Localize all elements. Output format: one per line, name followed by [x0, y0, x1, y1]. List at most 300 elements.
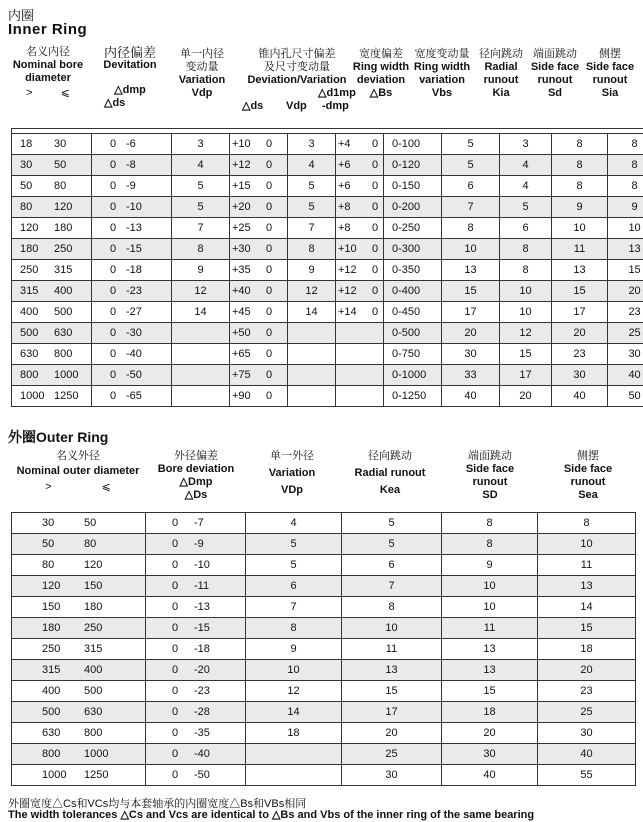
inner-d-min: 18: [20, 138, 33, 150]
outer-d-max: 120: [84, 559, 103, 571]
inner-d1mp-upper: +4: [338, 138, 351, 150]
inner-cell-vbs: 6: [442, 176, 500, 197]
inner-cell-vbs: 5: [442, 134, 500, 155]
outer-table-row: [12, 723, 636, 744]
outer-cell-diameter: [12, 744, 146, 765]
outer-cell-sd: 8: [442, 513, 538, 534]
outer-d-max: 80: [84, 538, 97, 550]
inner-header-radial-cn: 径向跳动: [479, 48, 523, 60]
outer-dev-lower: -7: [194, 517, 204, 529]
outer-d-min: 1000: [42, 769, 67, 781]
inner-cell-diameter: [12, 302, 92, 323]
outer-cell-sea: 30: [538, 723, 636, 744]
inner-cell-kia: 3: [500, 134, 552, 155]
outer-cell-deviation: [146, 660, 246, 681]
outer-dev-upper: 0: [172, 643, 179, 655]
inner-dev-upper: 0: [110, 390, 117, 402]
inner-cell-width-dev: 0-450: [384, 302, 442, 323]
outer-cell-sd: 13: [442, 660, 538, 681]
inner-dev-upper: 0: [110, 159, 117, 171]
outer-cell-diameter: [12, 660, 146, 681]
inner-taper-ds-lower: 0: [266, 138, 273, 150]
inner-cell-taper-ds: [230, 281, 288, 302]
outer-cell-kea: 25: [342, 744, 442, 765]
inner-header-taper-en: Deviation/Variation: [247, 74, 347, 86]
inner-dev-lower: -6: [126, 138, 136, 150]
inner-cell-sia: 25: [608, 323, 643, 344]
outer-cell-sd: 13: [442, 639, 538, 660]
inner-cell-width-dev: 0-100: [384, 134, 442, 155]
inner-cell-diameter: [12, 134, 92, 155]
outer-dev-lower: -13: [194, 601, 210, 613]
outer-dev-upper: 0: [172, 685, 179, 697]
outer-header-side-en1: Side face: [563, 463, 613, 475]
outer-cell-sd: 11: [442, 618, 538, 639]
outer-cell-sd: 10: [442, 576, 538, 597]
inner-cell-deviation: [92, 176, 172, 197]
inner-cell-sia: 10: [608, 218, 643, 239]
outer-table-row: [12, 765, 636, 786]
inner-cell-d1mp: [336, 323, 384, 344]
inner-header-le: ⩽: [60, 87, 70, 99]
inner-d1mp-lower: 0: [372, 243, 379, 255]
inner-header-radial-sym: Kia: [492, 87, 510, 99]
inner-cell-width-dev: 0-1250: [384, 386, 442, 407]
outer-dev-lower: -20: [194, 664, 210, 676]
outer-cell-kea: 7: [342, 576, 442, 597]
inner-taper-ds-lower: 0: [266, 285, 273, 297]
outer-cell-sd: 10: [442, 597, 538, 618]
inner-header-dev-cn: 内径偏差: [103, 45, 156, 60]
inner-cell-taper-vdp: 8: [288, 239, 336, 260]
inner-cell-vdp: [172, 365, 230, 386]
inner-cell-vdp: [172, 386, 230, 407]
outer-cell-vdp: 8: [246, 618, 342, 639]
inner-cell-width-dev: 0-500: [384, 323, 442, 344]
outer-cell-deviation: [146, 765, 246, 786]
inner-cell-sd: 17: [552, 302, 608, 323]
outer-dev-upper: 0: [172, 664, 179, 676]
inner-dev-lower: -23: [126, 285, 142, 297]
outer-cell-kea: 10: [342, 618, 442, 639]
outer-dev-upper: 0: [172, 601, 179, 613]
inner-taper-ds-upper: +65: [232, 348, 251, 360]
inner-cell-sia: 23: [608, 302, 643, 323]
inner-header-var-cn1: 单一内径: [180, 48, 224, 60]
inner-cell-sd: 13: [552, 260, 608, 281]
outer-dev-upper: 0: [172, 559, 179, 571]
inner-cell-width-dev: 0-250: [384, 218, 442, 239]
outer-cell-deviation: [146, 534, 246, 555]
inner-taper-ds-lower: 0: [266, 180, 273, 192]
inner-table-row: [12, 344, 643, 365]
inner-dev-upper: 0: [110, 327, 117, 339]
inner-taper-ds-lower: 0: [266, 159, 273, 171]
inner-d1mp-lower: 0: [372, 180, 379, 192]
outer-cell-kea: 5: [342, 513, 442, 534]
inner-dev-upper: 0: [110, 222, 117, 234]
inner-header-wvar-en2: variation: [419, 74, 465, 86]
inner-taper-ds-upper: +50: [232, 327, 251, 339]
inner-taper-ds-lower: 0: [266, 390, 273, 402]
outer-cell-kea: 20: [342, 723, 442, 744]
inner-cell-taper-vdp: 5: [288, 197, 336, 218]
inner-dev-upper: 0: [110, 285, 117, 297]
outer-d-min: 80: [42, 559, 55, 571]
outer-table-row: [12, 534, 636, 555]
inner-cell-width-dev: 0-350: [384, 260, 442, 281]
outer-d-min: 120: [42, 580, 61, 592]
inner-taper-ds-lower: 0: [266, 243, 273, 255]
inner-cell-vdp: 5: [172, 197, 230, 218]
inner-cell-diameter: [12, 365, 92, 386]
inner-d1mp-upper: +10: [338, 243, 357, 255]
inner-header-width-en2: deviation: [356, 74, 406, 86]
inner-cell-deviation: [92, 365, 172, 386]
inner-cell-sd: 23: [552, 344, 608, 365]
outer-header-face-en1: Side face: [465, 463, 515, 475]
outer-d-max: 800: [84, 727, 103, 739]
inner-cell-width-dev: 0-1000: [384, 365, 442, 386]
inner-header-side: [582, 48, 638, 100]
outer-table-row: [12, 555, 636, 576]
inner-header-side-cn: 侧摆: [599, 48, 621, 60]
outer-cell-vdp: 5: [246, 555, 342, 576]
inner-cell-deviation: [92, 239, 172, 260]
outer-table-row: [12, 702, 636, 723]
inner-cell-deviation: [92, 302, 172, 323]
inner-d-min: 500: [20, 327, 39, 339]
outer-d-min: 180: [42, 622, 61, 634]
inner-cell-vbs: 33: [442, 365, 500, 386]
inner-cell-sd: 40: [552, 386, 608, 407]
outer-cell-sea: 11: [538, 555, 636, 576]
outer-table-row: [12, 681, 636, 702]
outer-cell-vdp: [246, 765, 342, 786]
inner-cell-taper-ds: [230, 197, 288, 218]
outer-cell-sd: 15: [442, 681, 538, 702]
inner-dev-lower: -65: [126, 390, 142, 402]
inner-cell-width-dev: 0-750: [384, 344, 442, 365]
inner-d1mp-upper: +12: [338, 264, 357, 276]
inner-cell-sia: 30: [608, 344, 643, 365]
inner-taper-ds-lower: 0: [266, 348, 273, 360]
inner-header-width-en1: Ring width: [352, 61, 410, 73]
inner-d1mp-upper: +8: [338, 222, 351, 234]
inner-cell-taper-ds: [230, 386, 288, 407]
outer-cell-deviation: [146, 723, 246, 744]
outer-dev-lower: -35: [194, 727, 210, 739]
inner-cell-taper-ds: [230, 155, 288, 176]
footer-note-en: The width tolerances △Cs and Vcs are identical to △Bs and Vbs of the inner ring of the same bearing: [8, 809, 535, 821]
inner-d-max: 1250: [54, 390, 79, 402]
inner-cell-sd: 30: [552, 365, 608, 386]
inner-d-min: 30: [20, 159, 33, 171]
inner-d1mp-lower: 0: [372, 138, 379, 150]
inner-cell-kia: 12: [500, 323, 552, 344]
inner-header-taper-d1mp1: △d1mp: [318, 87, 356, 99]
outer-dev-lower: -9: [194, 538, 204, 550]
outer-header-var-sym: VDp: [281, 484, 303, 496]
inner-dev-lower: -13: [126, 222, 142, 234]
inner-d1mp-upper: +6: [338, 180, 351, 192]
inner-cell-sia: 50: [608, 386, 643, 407]
outer-cell-sea: 8: [538, 513, 636, 534]
inner-header-wvar: [410, 48, 474, 100]
inner-cell-deviation: [92, 323, 172, 344]
outer-d-max: 400: [84, 664, 103, 676]
outer-cell-diameter: [12, 597, 146, 618]
inner-cell-diameter: [12, 323, 92, 344]
inner-taper-ds-upper: +40: [232, 285, 251, 297]
inner-cell-vdp: 7: [172, 218, 230, 239]
inner-cell-vbs: 8: [442, 218, 500, 239]
inner-header-nominal-en1: Nominal bore: [12, 59, 84, 71]
inner-d-max: 30: [54, 138, 67, 150]
outer-cell-vdp: 10: [246, 660, 342, 681]
outer-cell-deviation: [146, 639, 246, 660]
inner-d1mp-upper: +14: [338, 306, 357, 318]
inner-dev-lower: -27: [126, 306, 142, 318]
outer-dev-lower: -18: [194, 643, 210, 655]
outer-cell-sd: 8: [442, 534, 538, 555]
outer-header-face: [440, 450, 540, 502]
inner-cell-diameter: [12, 155, 92, 176]
inner-header-wvar-en1: Ring width: [413, 61, 471, 73]
inner-cell-deviation: [92, 218, 172, 239]
inner-cell-sd: 8: [552, 155, 608, 176]
outer-header-nominal: [8, 450, 148, 494]
inner-cell-taper-vdp: 4: [288, 155, 336, 176]
inner-cell-kia: 5: [500, 197, 552, 218]
outer-header-nominal-en: Nominal outer diameter: [16, 465, 140, 477]
inner-taper-ds-upper: +90: [232, 390, 251, 402]
inner-header-width: [352, 48, 410, 100]
outer-cell-diameter: [12, 639, 146, 660]
outer-header-dev-ds: △Ds: [184, 489, 208, 501]
outer-header-dev-en: Bore deviation: [157, 463, 235, 475]
inner-d-max: 315: [54, 264, 73, 276]
outer-cell-kea: 17: [342, 702, 442, 723]
outer-ring-table: [11, 512, 636, 786]
outer-dev-upper: 0: [172, 580, 179, 592]
inner-cell-vdp: 14: [172, 302, 230, 323]
outer-cell-vdp: 14: [246, 702, 342, 723]
outer-d-min: 150: [42, 601, 61, 613]
inner-d-min: 250: [20, 264, 39, 276]
outer-cell-deviation: [146, 618, 246, 639]
inner-cell-d1mp: [336, 344, 384, 365]
inner-d-min: 400: [20, 306, 39, 318]
inner-header-face-en1: Side face: [530, 61, 580, 73]
outer-cell-kea: 15: [342, 681, 442, 702]
inner-cell-kia: 10: [500, 281, 552, 302]
inner-cell-taper-ds: [230, 134, 288, 155]
outer-cell-kea: 8: [342, 597, 442, 618]
inner-cell-diameter: [12, 386, 92, 407]
inner-cell-vbs: 20: [442, 323, 500, 344]
inner-taper-ds-lower: 0: [266, 222, 273, 234]
inner-header-taper-cn1: 锥内孔尺寸偏差: [258, 48, 336, 60]
outer-d-max: 500: [84, 685, 103, 697]
outer-d-min: 630: [42, 727, 61, 739]
inner-cell-d1mp: [336, 302, 384, 323]
outer-cell-sd: 18: [442, 702, 538, 723]
inner-cell-taper-ds: [230, 365, 288, 386]
inner-cell-kia: 8: [500, 260, 552, 281]
outer-cell-deviation: [146, 744, 246, 765]
inner-d-max: 400: [54, 285, 73, 297]
inner-d-max: 80: [54, 180, 67, 192]
outer-d-max: 50: [84, 517, 97, 529]
inner-cell-vdp: 3: [172, 134, 230, 155]
inner-cell-d1mp: [336, 239, 384, 260]
inner-d1mp-lower: 0: [372, 201, 379, 213]
inner-cell-taper-ds: [230, 239, 288, 260]
inner-d-min: 180: [20, 243, 39, 255]
inner-header-deviation: [94, 46, 166, 110]
inner-cell-sd: 8: [552, 134, 608, 155]
inner-header-nominal-cn: 名义内径: [26, 46, 70, 58]
inner-d-max: 50: [54, 159, 67, 171]
inner-cell-diameter: [12, 344, 92, 365]
inner-d-min: 630: [20, 348, 39, 360]
inner-cell-deviation: [92, 197, 172, 218]
inner-cell-vdp: 5: [172, 176, 230, 197]
inner-dev-upper: 0: [110, 348, 117, 360]
inner-cell-taper-vdp: 7: [288, 218, 336, 239]
inner-cell-width-dev: 0-150: [384, 176, 442, 197]
outer-cell-sea: 15: [538, 618, 636, 639]
inner-header-wvar-cn: 宽度变动量: [414, 48, 470, 60]
inner-dev-upper: 0: [110, 369, 117, 381]
inner-taper-ds-upper: +12: [232, 159, 251, 171]
inner-cell-taper-ds: [230, 260, 288, 281]
inner-d1mp-lower: 0: [372, 285, 379, 297]
outer-dev-lower: -11: [194, 580, 210, 592]
inner-d1mp-lower: 0: [372, 159, 379, 171]
inner-ring-table: [11, 128, 643, 407]
inner-d1mp-upper: +6: [338, 159, 351, 171]
outer-cell-vdp: 12: [246, 681, 342, 702]
outer-table-row: [12, 576, 636, 597]
inner-dev-upper: 0: [110, 138, 117, 150]
inner-header-gt: >: [26, 87, 33, 99]
inner-cell-vbs: 7: [442, 197, 500, 218]
inner-d1mp-lower: 0: [372, 306, 379, 318]
outer-d-min: 30: [42, 517, 55, 529]
inner-cell-deviation: [92, 344, 172, 365]
outer-header-side: [540, 450, 636, 502]
inner-cell-d1mp: [336, 218, 384, 239]
inner-cell-vbs: 30: [442, 344, 500, 365]
inner-d1mp-upper: +12: [338, 285, 357, 297]
outer-dev-upper: 0: [172, 769, 179, 781]
outer-cell-sd: 30: [442, 744, 538, 765]
outer-dev-lower: -15: [194, 622, 210, 634]
inner-table-row: [12, 386, 643, 407]
outer-d-min: 800: [42, 748, 61, 760]
outer-header-side-en2: runout: [570, 476, 606, 488]
outer-cell-deviation: [146, 597, 246, 618]
inner-dev-lower: -50: [126, 369, 142, 381]
outer-cell-vdp: 6: [246, 576, 342, 597]
outer-cell-sea: 18: [538, 639, 636, 660]
inner-d-max: 1000: [54, 369, 79, 381]
outer-header-radial: [340, 450, 440, 497]
inner-cell-taper-vdp: [288, 323, 336, 344]
outer-table-row: [12, 639, 636, 660]
inner-cell-vbs: 13: [442, 260, 500, 281]
inner-d1mp-lower: 0: [372, 222, 379, 234]
outer-cell-deviation: [146, 513, 246, 534]
inner-dev-upper: 0: [110, 243, 117, 255]
inner-cell-d1mp: [336, 386, 384, 407]
outer-cell-deviation: [146, 576, 246, 597]
inner-header-side-sym: Sia: [601, 87, 619, 99]
inner-cell-kia: 8: [500, 239, 552, 260]
outer-dev-lower: -10: [194, 559, 210, 571]
inner-cell-sia: 8: [608, 176, 643, 197]
inner-cell-vdp: [172, 323, 230, 344]
inner-cell-diameter: [12, 239, 92, 260]
inner-cell-vdp: 4: [172, 155, 230, 176]
inner-header-face-cn: 端面跳动: [533, 48, 577, 60]
inner-header-face-sym: Sd: [547, 87, 563, 99]
outer-dev-lower: -28: [194, 706, 210, 718]
inner-cell-deviation: [92, 281, 172, 302]
inner-header-var-en: Variation: [178, 74, 226, 86]
inner-d-max: 800: [54, 348, 73, 360]
outer-cell-diameter: [12, 534, 146, 555]
outer-cell-sd: 9: [442, 555, 538, 576]
outer-cell-kea: 5: [342, 534, 442, 555]
outer-header-face-sym: SD: [482, 489, 498, 501]
inner-d-max: 630: [54, 327, 73, 339]
inner-d-max: 180: [54, 222, 73, 234]
inner-cell-taper-vdp: [288, 344, 336, 365]
inner-cell-d1mp: [336, 134, 384, 155]
inner-cell-kia: 15: [500, 344, 552, 365]
inner-cell-diameter: [12, 197, 92, 218]
inner-taper-ds-lower: 0: [266, 264, 273, 276]
inner-cell-vbs: 5: [442, 155, 500, 176]
inner-table-row: [12, 260, 643, 281]
outer-header-deviation: [150, 450, 242, 502]
inner-d-min: 315: [20, 285, 39, 297]
inner-header-dev-dmp: △dmp: [114, 84, 146, 96]
outer-d-min: 315: [42, 664, 61, 676]
outer-cell-sea: 40: [538, 744, 636, 765]
inner-cell-kia: 4: [500, 176, 552, 197]
inner-dev-lower: -30: [126, 327, 142, 339]
outer-d-min: 400: [42, 685, 61, 697]
inner-cell-taper-vdp: 5: [288, 176, 336, 197]
inner-header-face-en2: runout: [537, 74, 573, 86]
inner-taper-ds-lower: 0: [266, 201, 273, 213]
inner-cell-sia: 15: [608, 260, 643, 281]
inner-header-dev-en: Devitation: [103, 59, 157, 71]
outer-header-le: ⩽: [101, 481, 111, 493]
inner-cell-sia: 8: [608, 134, 643, 155]
outer-table-row: [12, 660, 636, 681]
inner-header-face: [528, 48, 582, 100]
outer-cell-sd: 20: [442, 723, 538, 744]
inner-dev-lower: -10: [126, 201, 142, 213]
inner-d-max: 250: [54, 243, 73, 255]
outer-table-row: [12, 618, 636, 639]
inner-cell-d1mp: [336, 176, 384, 197]
